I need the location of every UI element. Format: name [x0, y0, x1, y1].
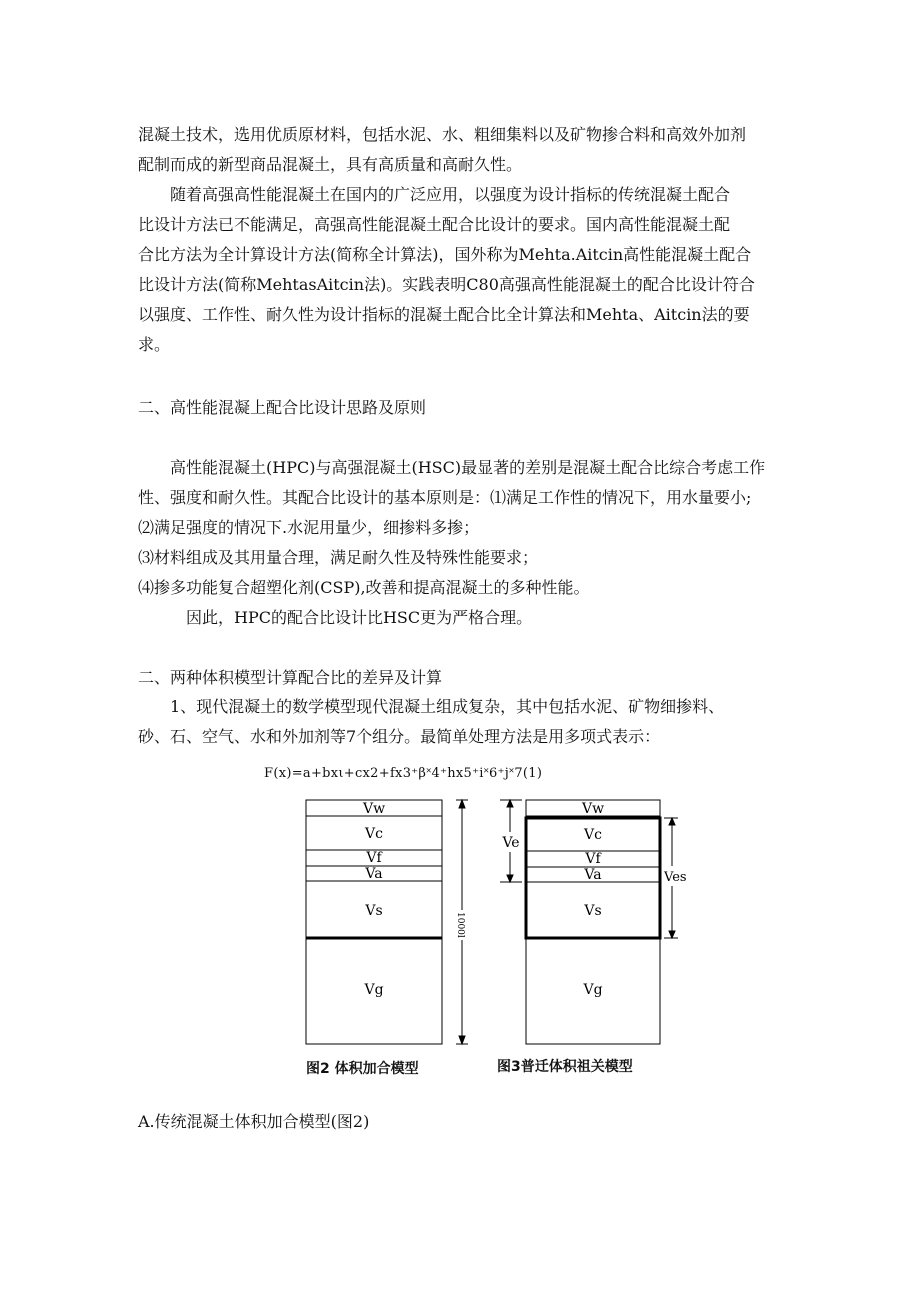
fig2-layer-label: Vc — [365, 826, 383, 842]
fig2-layer-label: Va — [365, 866, 383, 882]
fig2-layer-label: Vs — [365, 903, 383, 919]
fig3-layer-label: Vw — [581, 801, 605, 817]
text-line: ⑵满足强度的情况下.水泥用量少，细掺料多掺； — [138, 518, 480, 537]
formula: F(x)=a+bxι+cx2+fx3⁺β˟4⁺hx5⁺i˟6⁺j˟7(1) — [264, 766, 543, 781]
fig2-layer-label: Vg — [364, 982, 384, 998]
text-line: A.传统混凝土体积加合模型(图2) — [138, 1112, 370, 1131]
fig3-layer-label: Vc — [584, 827, 602, 843]
fig2-layer-label: Vw — [362, 801, 386, 817]
fig2-layer-label: Vf — [366, 850, 382, 866]
paragraph-principles — [138, 453, 788, 633]
fig2-total-label: 1000l — [455, 912, 465, 938]
figure-caption-3: 图3普迁体积祖关模型 — [497, 1059, 633, 1075]
text-line: 比设计方法已不能满足，高强高性能混凝土配合比设计的要求。国内高性能混凝土配 — [138, 215, 731, 234]
heading: 二、高性能混凝上配合比设计思路及原则 — [138, 398, 427, 417]
text-line: 砂、石、空气、水和外加剂等7个组分。最简单处理方法是用多项式表示： — [138, 727, 661, 746]
text-line: 因此，HPC的配合比设计比HSC更为严格合理。 — [186, 608, 533, 627]
text-line: 1、现代混凝土的数学模型现代混凝土组成复杂，其中包括水泥、矿物细掺料、 — [170, 697, 725, 716]
text-line: 合比方法为全计算设计方法(简称全计算法)，国外称为Mehta.Aitcin高性能混凝土配合 — [138, 245, 752, 264]
figure-caption-2: 图2 体积加合模型 — [306, 1061, 419, 1077]
ve-label: Ve — [502, 835, 520, 851]
text-line: 以强度、工作性、耐久性为设计指标的混凝土配合比全计算法和Mehta、Aitcin法的要 — [138, 305, 750, 324]
text-line: 配制而成的新型商品混凝土，具有高质量和高耐久性。 — [138, 155, 523, 174]
text-line: 比设计方法(简称MehtasAitcin法)。实践表明C80高强高性能混凝土的配合比设计符合 — [138, 275, 755, 294]
text-line: ⑷掺多功能复合超塑化剂(CSP),改善和提高混凝土的多种性能。 — [138, 578, 590, 597]
fig3-layer-label: Vs — [584, 903, 602, 919]
heading: 二、两种体积模型计算配合比的差异及计算 — [138, 668, 443, 687]
paragraph-intro — [138, 120, 788, 360]
figure-volume-models — [300, 792, 687, 1082]
paragraph-model — [138, 692, 788, 752]
fig3-layer-label: Vf — [585, 851, 601, 867]
text-line: 高性能混凝土(HPC)与高强混凝土(HSC)最显著的差别是混凝土配合比综合考虑工作 — [170, 458, 766, 477]
section-heading-1 — [138, 393, 788, 423]
text-line: 混凝土技术，选用优质原材料，包括水泥、水、粗细集料以及矿物掺合料和高效外加剂 — [138, 125, 747, 144]
text-line: 性、强度和耐久性。其配合比设计的基本原则是：⑴满足工作性的情况下，用水量要小; — [138, 488, 752, 507]
fig3-layer-label: Va — [584, 867, 602, 883]
text-line: 求。 — [138, 335, 171, 354]
fig3-layer-label: Vg — [583, 982, 603, 998]
ves-label: Ves — [664, 870, 687, 885]
text-line: 随着高强高性能混凝土在国内的广泛应用，以强度为设计指标的传统混凝土配合 — [170, 185, 731, 204]
section-heading-2 — [138, 663, 788, 693]
figure-diagram — [300, 792, 687, 1082]
text-line: ⑶材料组成及其用量合理，满足耐久性及特殊性能要求； — [138, 548, 539, 567]
paragraph-subheading — [138, 1107, 788, 1137]
